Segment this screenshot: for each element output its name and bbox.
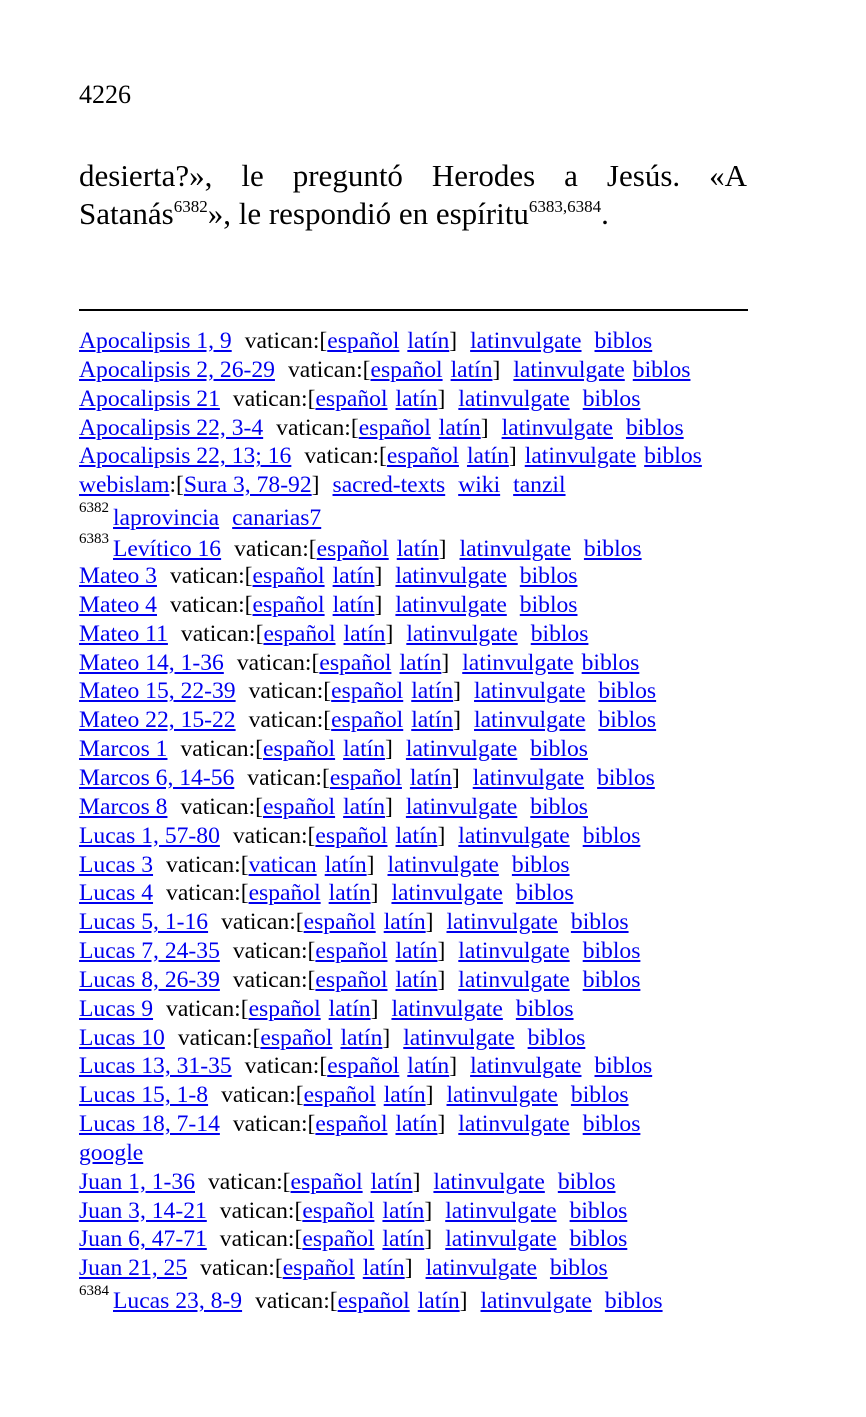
footnote-6383 [79, 531, 759, 562]
close-bracket: ] [492, 356, 501, 383]
ref-line [79, 562, 759, 591]
biblos-link[interactable]: biblos [557, 1168, 616, 1195]
close-bracket: ] [366, 851, 375, 878]
ref-link[interactable]: Juan 6, 47-71 [79, 1226, 207, 1253]
wiki-link[interactable]: wiki [458, 472, 501, 499]
latinvulgate-link[interactable]: latinvulgate [458, 938, 570, 965]
ref-line [79, 1024, 759, 1053]
vatican-label: vatican:[ [166, 880, 249, 907]
ref-link[interactable]: Lucas 8, 26-39 [79, 966, 220, 993]
espanol-link[interactable]: español [370, 356, 443, 383]
espanol-link[interactable]: español [303, 909, 376, 936]
body-text-part1: desierta?», le preguntó Herodes a Jesús. «A Satanás [79, 158, 747, 231]
espanol-link[interactable]: español [331, 707, 404, 734]
footnote-number: 6383 [79, 531, 109, 548]
close-bracket: ] [437, 966, 446, 993]
latinvulgate-link[interactable]: latinvulgate [405, 793, 518, 820]
vatican-label: vatican:[ [180, 620, 264, 647]
ref-line [79, 677, 759, 706]
biblos-link[interactable]: biblos [527, 1024, 586, 1051]
latinvulgate-link[interactable]: latinvulgate [524, 443, 637, 470]
latin-link[interactable]: latín [343, 793, 386, 820]
biblos-link[interactable]: biblos [598, 707, 657, 734]
biblos-link[interactable]: biblos [530, 793, 588, 820]
latinvulgate-link[interactable]: latinvulgate [395, 591, 507, 618]
espanol-link[interactable]: español [260, 1024, 333, 1051]
close-bracket: ] [374, 591, 383, 618]
espanol-link[interactable]: español [316, 536, 389, 563]
vatican-label: vatican:[ [232, 1111, 316, 1138]
latin-link[interactable]: latín [362, 1255, 405, 1282]
ref-link[interactable]: Marcos 8 [79, 793, 168, 820]
close-bracket: ] [441, 649, 450, 676]
ref-line [79, 706, 759, 735]
ref-link[interactable]: Mateo 15, 22-39 [79, 678, 236, 705]
latin-link[interactable]: latín [399, 649, 442, 676]
close-bracket: ] [425, 909, 434, 936]
latin-link[interactable]: latín [450, 356, 493, 383]
ref-link[interactable]: Lucas 5, 1-16 [79, 909, 209, 936]
latin-link[interactable]: latín [343, 620, 386, 647]
ref-line [79, 1110, 759, 1139]
latin-link[interactable]: latín [340, 1024, 383, 1051]
close-bracket: ] [412, 1168, 421, 1195]
espanol-link[interactable]: español [303, 1082, 376, 1109]
biblos-link[interactable]: biblos [582, 385, 641, 412]
biblos-link[interactable]: biblos [597, 764, 655, 791]
latin-link[interactable]: latín [328, 880, 371, 907]
ref-line [79, 822, 759, 851]
sacred-texts-link[interactable]: sacred-texts [332, 472, 446, 499]
ref-link[interactable]: Lucas 10 [79, 1024, 165, 1051]
close-bracket: ] [424, 1197, 433, 1224]
ref-link[interactable]: Apocalipsis 22, 13; 16 [79, 443, 292, 470]
close-bracket: ] [453, 707, 462, 734]
close-bracket: ] [404, 1255, 413, 1282]
body-text-part2: », le respondió en espíritu [207, 196, 529, 231]
vatican-label: vatican:[ [236, 649, 320, 676]
biblos-link[interactable]: biblos [515, 880, 574, 907]
webislam-link[interactable]: webislam [79, 472, 170, 499]
footnote-ref-6382: 6382 [173, 197, 208, 216]
ref-line [79, 1197, 759, 1226]
close-bracket: ] [508, 443, 517, 470]
ref-link[interactable]: Lucas 15, 1-8 [79, 1082, 209, 1109]
espanol-link[interactable]: español [252, 563, 325, 590]
biblos-link[interactable]: biblos [582, 1111, 641, 1138]
latin-link[interactable]: latín [395, 966, 438, 993]
vatican-label: vatican:[ [166, 995, 249, 1022]
ref-line [79, 385, 759, 414]
vatican-label: vatican:[ [219, 1226, 303, 1253]
ref-line [79, 1168, 759, 1197]
latinvulgate-link[interactable]: latinvulgate [458, 385, 570, 412]
close-bracket: ] [437, 938, 446, 965]
latinvulgate-link[interactable]: latinvulgate [458, 1111, 570, 1138]
biblos-link[interactable]: biblos [519, 563, 578, 590]
espanol-link[interactable]: español [337, 1288, 410, 1315]
webislam-line [79, 471, 759, 500]
vatican-label: vatican:[ [221, 909, 304, 936]
latinvulgate-link[interactable]: latinvulgate [425, 1255, 537, 1282]
ref-line [79, 966, 759, 995]
latin-link[interactable]: latín [328, 995, 371, 1022]
vatican-label: vatican:[ [221, 1082, 304, 1109]
vatican-label: vatican:[ [200, 1255, 283, 1282]
latin-link[interactable]: latín [383, 1082, 426, 1109]
biblos-link[interactable]: biblos [604, 1288, 663, 1315]
close-bracket: ] [382, 1024, 391, 1051]
latin-link[interactable]: latín [395, 822, 438, 849]
ref-line [79, 442, 759, 471]
biblos-link[interactable]: biblos [530, 736, 588, 763]
latinvulgate-link[interactable]: latinvulgate [458, 966, 570, 993]
close-bracket: ] [449, 328, 458, 354]
espanol-link[interactable]: español [282, 1255, 355, 1282]
latinvulgate-link[interactable]: latinvulgate [513, 356, 625, 383]
latinvulgate-link[interactable]: latinvulgate [459, 536, 571, 563]
latinvulgate-link[interactable]: latinvulgate [391, 880, 503, 907]
vatican-label: vatican:[ [169, 563, 253, 590]
biblos-link[interactable]: biblos [570, 909, 629, 936]
latin-link[interactable]: latín [417, 1288, 460, 1315]
ref-line [79, 793, 759, 822]
tanzil-link[interactable]: tanzil [513, 472, 566, 499]
ref-link[interactable]: Lucas 4 [79, 880, 154, 907]
ref-link[interactable]: Apocalipsis 1, 9 [79, 328, 232, 354]
close-bracket: ] [451, 764, 460, 791]
ref-line [79, 620, 759, 649]
close-bracket: ] [437, 385, 446, 412]
vatican-label: vatican:[ [180, 793, 264, 820]
vatican-label: vatican:[ [248, 707, 332, 734]
footnote-ref-6383-6384: 6383,6384 [528, 197, 602, 216]
ref-link[interactable]: Mateo 3 [79, 563, 157, 590]
sura-link[interactable]: Sura 3, 78-92 [183, 472, 312, 499]
latinvulgate-link[interactable]: latinvulgate [458, 822, 570, 849]
biblos-link[interactable]: biblos [530, 620, 589, 647]
ref-line [79, 1052, 759, 1081]
close-bracket: ] [425, 1082, 434, 1109]
latinvulgate-link[interactable]: latinvulgate [446, 909, 558, 936]
close-bracket: ] [385, 620, 394, 647]
espanol-link[interactable]: español [358, 414, 431, 441]
latin-link[interactable]: latín [466, 443, 509, 470]
biblos-link[interactable]: biblos [594, 328, 653, 354]
vatican-label: vatican:[ [169, 591, 253, 618]
ref-link[interactable]: Mateo 22, 15-22 [79, 707, 236, 734]
ref-line [79, 937, 759, 966]
biblos-link[interactable]: biblos [515, 995, 574, 1022]
latinvulgate-link[interactable]: latinvulgate [462, 649, 574, 676]
espanol-link[interactable]: español [263, 620, 336, 647]
ref-line [79, 735, 759, 764]
biblos-link[interactable]: biblos [581, 649, 640, 676]
vatican-label: vatican:[ [247, 764, 330, 791]
espanol-link[interactable]: español [315, 385, 388, 412]
close-bracket: ] [424, 1226, 433, 1253]
biblos-link[interactable]: biblos [582, 966, 641, 993]
ref-link[interactable]: Lucas 13, 31-35 [79, 1053, 232, 1080]
latin-link[interactable]: latín [411, 678, 454, 705]
latinvulgate-link[interactable]: latinvulgate [405, 736, 518, 763]
vatican-label: vatican:[ [177, 1024, 261, 1051]
canarias7-link[interactable]: canarias7 [232, 505, 322, 532]
vatican-label: vatican:[ [255, 1288, 338, 1315]
biblos-link[interactable]: biblos [519, 591, 578, 618]
latin-link[interactable]: latín [395, 385, 438, 412]
latin-link[interactable]: latín [332, 563, 375, 590]
latin-link[interactable]: latín [382, 1226, 425, 1253]
latin-link[interactable]: latín [438, 414, 481, 441]
vatican-label: vatican:[ [166, 851, 249, 878]
ref-line [79, 327, 759, 356]
body-text-part3: . [601, 196, 609, 231]
biblos-link[interactable]: biblos [594, 1053, 653, 1080]
ref-line [79, 879, 759, 908]
ref-link[interactable]: Marcos 1 [79, 736, 168, 763]
latinvulgate-link[interactable]: latinvulgate [474, 707, 586, 734]
ref-link[interactable]: Apocalipsis 22, 3-4 [79, 414, 264, 441]
latinvulgate-link[interactable]: latinvulgate [474, 678, 586, 705]
latinvulgate-link[interactable]: latinvulgate [395, 563, 507, 590]
ref-line [79, 1225, 759, 1254]
ref-line [79, 1254, 759, 1283]
close-bracket: ] [374, 563, 383, 590]
biblos-link[interactable]: biblos [570, 1082, 629, 1109]
vatican-label: vatican:[ [248, 678, 332, 705]
footnote-6382 [79, 500, 759, 531]
close-bracket: ] [385, 793, 393, 820]
latin-link[interactable]: latín [332, 591, 375, 618]
ref-link[interactable]: Juan 21, 25 [79, 1255, 188, 1282]
vatican-label: vatican:[ [287, 356, 371, 383]
ref-line [79, 851, 759, 880]
ref-link[interactable]: Lucas 23, 8-9 [113, 1288, 243, 1315]
ref-link[interactable]: Mateo 4 [79, 591, 157, 618]
google-link[interactable]: google [79, 1139, 144, 1166]
vatican-label: vatican:[ [232, 938, 316, 965]
vatican-label: vatican:[ [219, 1197, 303, 1224]
espanol-link[interactable]: español [327, 328, 400, 354]
close-bracket: ] [449, 1053, 458, 1080]
footnote-number: 6382 [79, 500, 109, 517]
latinvulgate-link[interactable]: latinvulgate [470, 1053, 582, 1080]
latinvulgate-link[interactable]: latinvulgate [387, 851, 499, 878]
latin-link[interactable]: latín [407, 1053, 450, 1080]
latinvulgate-link[interactable]: latinvulgate [480, 1288, 592, 1315]
latin-link[interactable]: latín [383, 909, 426, 936]
biblos-link[interactable]: biblos [582, 938, 641, 965]
espanol-link[interactable]: español [248, 995, 321, 1022]
biblos-link[interactable]: biblos [625, 414, 684, 441]
ref-link[interactable]: Lucas 7, 24-35 [79, 938, 220, 965]
vatican-label: vatican:[ [234, 536, 317, 563]
ref-link[interactable]: Lucas 9 [79, 995, 154, 1022]
biblos-link[interactable]: biblos [549, 1255, 608, 1282]
footnote-number: 6384 [79, 1283, 109, 1300]
espanol-link[interactable]: español [315, 1111, 388, 1138]
vatican-link[interactable]: vatican [248, 851, 317, 878]
ref-link[interactable]: Marcos 6, 14-56 [79, 764, 235, 791]
latinvulgate-link[interactable]: latinvulgate [445, 1197, 557, 1224]
biblos-link[interactable]: biblos [598, 678, 657, 705]
espanol-link[interactable]: español [302, 1226, 375, 1253]
latin-link[interactable]: latín [407, 328, 450, 354]
close-bracket: ] [480, 414, 489, 441]
espanol-link[interactable]: español [302, 1197, 375, 1224]
vatican-label: vatican:[ [232, 385, 316, 412]
espanol-link[interactable]: español [386, 443, 459, 470]
latinvulgate-link[interactable]: latinvulgate [445, 1226, 557, 1253]
close-bracket: ] [385, 736, 393, 763]
biblos-link[interactable]: biblos [511, 851, 570, 878]
latinvulgate-link[interactable]: latinvulgate [501, 414, 613, 441]
footnotes [79, 327, 759, 1314]
espanol-link[interactable]: español [252, 591, 325, 618]
latin-link[interactable]: latín [343, 736, 386, 763]
vatican-label: vatican:[ [208, 1168, 291, 1195]
latin-link[interactable]: latín [324, 851, 367, 878]
biblos-link[interactable]: biblos [583, 536, 642, 563]
close-bracket: ] [437, 1111, 446, 1138]
ref-link[interactable]: Apocalipsis 2, 26-29 [79, 356, 275, 383]
body-paragraph [79, 157, 747, 233]
close-bracket: ] [370, 995, 379, 1022]
ref-line [79, 591, 759, 620]
latinvulgate-link[interactable]: latinvulgate [433, 1168, 545, 1195]
latin-link[interactable]: latín [409, 764, 452, 791]
espanol-link[interactable]: español [329, 764, 402, 791]
ref-line [79, 356, 759, 385]
vatican-label: vatican:[ [180, 736, 264, 763]
latin-link[interactable]: latín [395, 938, 438, 965]
laprovincia-link[interactable]: laprovincia [113, 505, 220, 532]
ref-line [79, 908, 759, 937]
ref-line [79, 764, 759, 793]
ref-link[interactable]: Lucas 3 [79, 851, 154, 878]
vatican-label: vatican:[ [232, 822, 316, 849]
latin-link[interactable]: latín [411, 707, 454, 734]
ref-link[interactable]: Lucas 18, 7-14 [79, 1111, 220, 1138]
page-number: 4226 [79, 80, 131, 109]
footnote-6384 [79, 1283, 759, 1314]
espanol-link[interactable]: español [315, 822, 388, 849]
close-bracket: ] [453, 678, 462, 705]
biblos-link[interactable]: biblos [632, 356, 691, 383]
close-bracket: ] [437, 822, 446, 849]
espanol-link[interactable]: español [331, 678, 404, 705]
biblos-link[interactable]: biblos [569, 1226, 628, 1253]
latin-link[interactable]: latín [395, 1111, 438, 1138]
latinvulgate-link[interactable]: latinvulgate [446, 1082, 558, 1109]
ref-link[interactable]: Mateo 14, 1-36 [79, 649, 224, 676]
vatican-label: vatican:[ [232, 966, 316, 993]
biblos-link[interactable]: biblos [582, 822, 641, 849]
ref-line [79, 414, 759, 443]
close-bracket: ] [311, 472, 320, 499]
espanol-link[interactable]: español [290, 1168, 363, 1195]
espanol-link[interactable]: español [315, 966, 388, 993]
close-bracket: ] [438, 536, 447, 563]
vatican-label: vatican:[ [304, 443, 387, 470]
latin-link[interactable]: latín [396, 536, 439, 563]
latin-link[interactable]: latín [382, 1197, 425, 1224]
colon-bracket: :[ [169, 472, 184, 499]
footnote-divider [79, 309, 748, 311]
vatican-label: vatican:[ [244, 328, 328, 354]
ref-link[interactable]: Juan 3, 14-21 [79, 1197, 207, 1224]
ref-link[interactable]: Juan 1, 1-36 [79, 1168, 195, 1195]
vatican-label: vatican:[ [276, 414, 359, 441]
latin-link[interactable]: latín [370, 1168, 413, 1195]
ref-link[interactable]: Lucas 1, 57-80 [79, 822, 220, 849]
google-line [79, 1139, 759, 1168]
espanol-link[interactable]: español [327, 1053, 400, 1080]
close-bracket: ] [370, 880, 379, 907]
latinvulgate-link[interactable]: latinvulgate [403, 1024, 515, 1051]
vatican-label: vatican:[ [244, 1053, 328, 1080]
latinvulgate-link[interactable]: latinvulgate [406, 620, 518, 647]
espanol-link[interactable]: español [319, 649, 392, 676]
espanol-link[interactable]: español [315, 938, 388, 965]
close-bracket: ] [459, 1288, 468, 1315]
latinvulgate-link[interactable]: latinvulgate [472, 764, 585, 791]
ref-line [79, 649, 759, 678]
espanol-link[interactable]: español [263, 793, 336, 820]
ref-link[interactable]: Mateo 11 [79, 620, 168, 647]
espanol-link[interactable]: español [263, 736, 336, 763]
ref-link[interactable]: Levítico 16 [113, 536, 222, 563]
ref-line [79, 1081, 759, 1110]
espanol-link[interactable]: español [248, 880, 321, 907]
biblos-link[interactable]: biblos [644, 443, 702, 470]
latinvulgate-link[interactable]: latinvulgate [391, 995, 503, 1022]
latinvulgate-link[interactable]: latinvulgate [470, 328, 582, 354]
ref-line [79, 995, 759, 1024]
ref-link[interactable]: Apocalipsis 21 [79, 385, 220, 412]
biblos-link[interactable]: biblos [569, 1197, 628, 1224]
